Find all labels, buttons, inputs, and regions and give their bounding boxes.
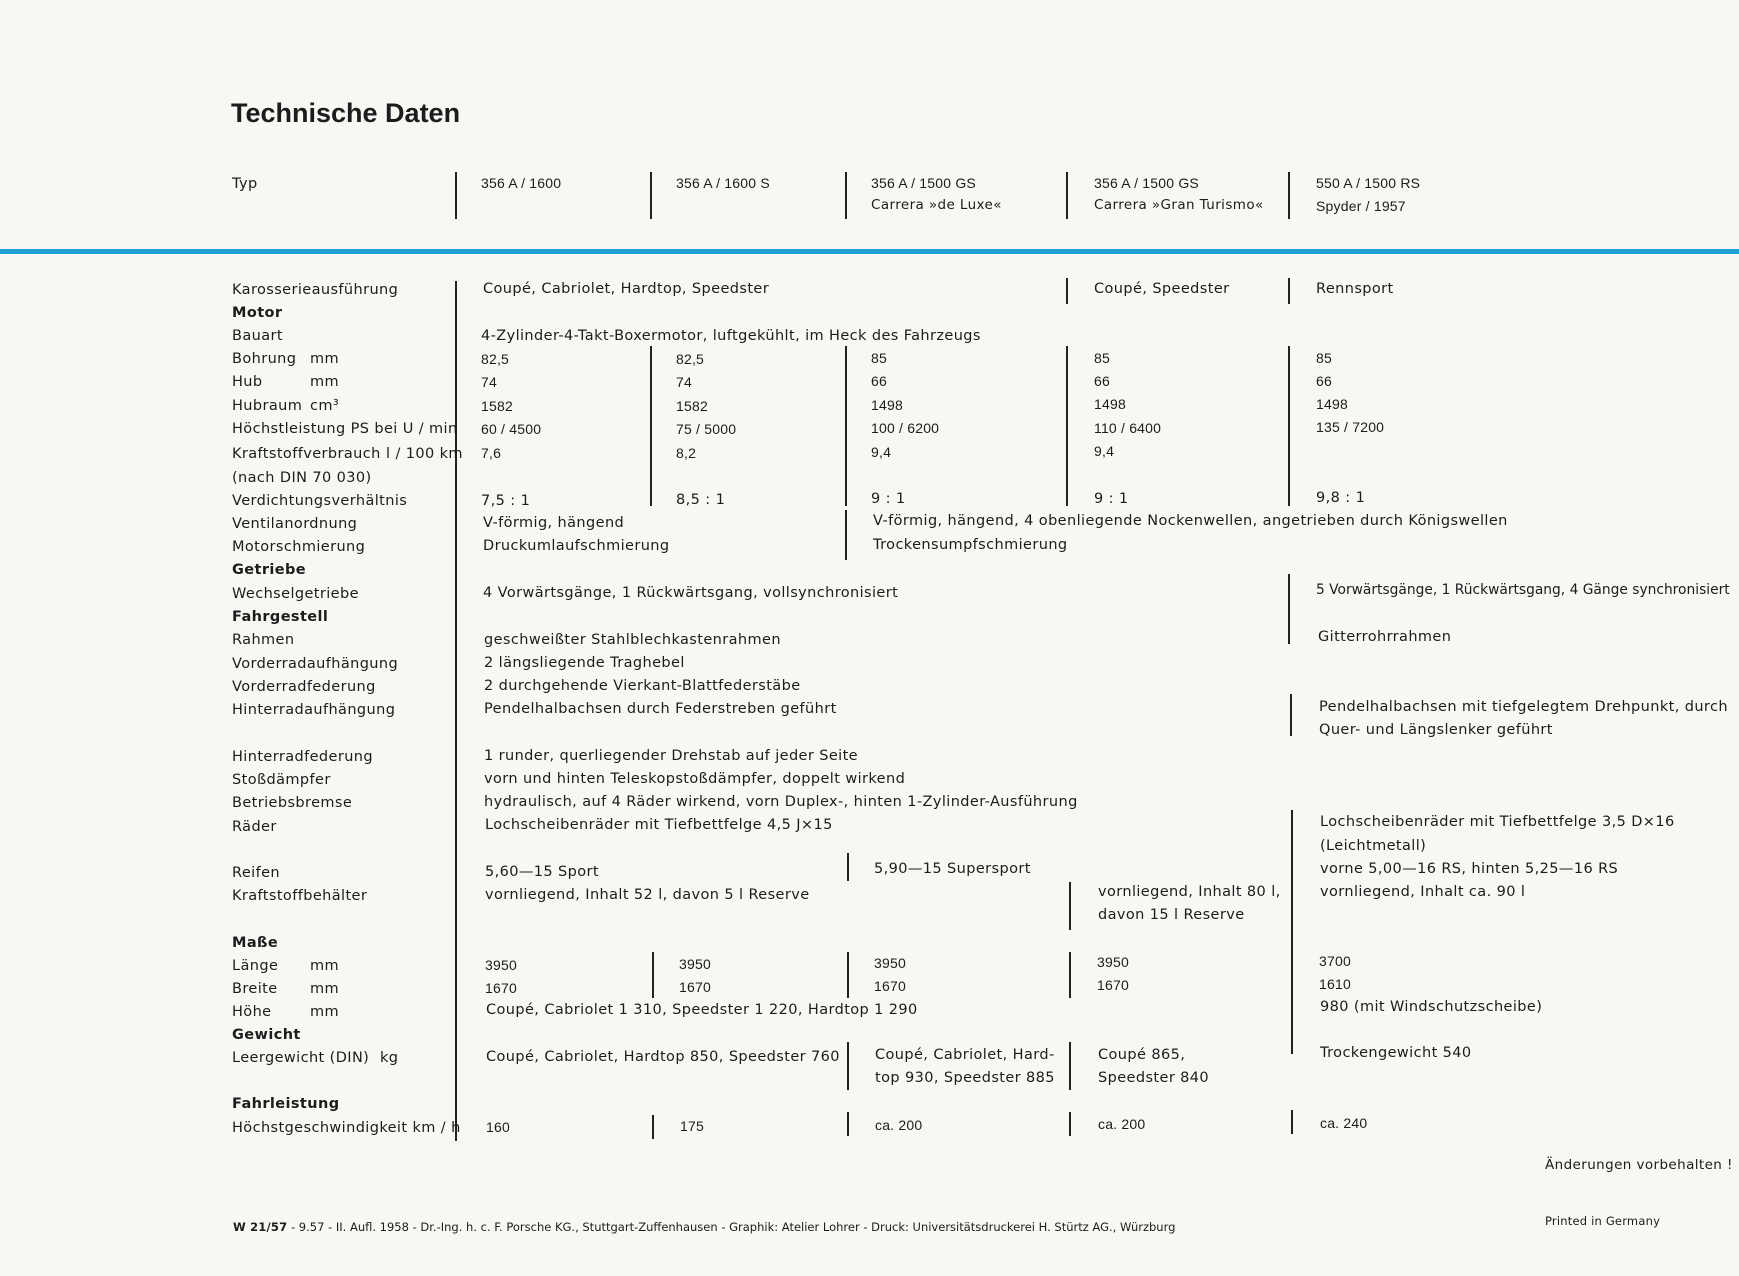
value-verbrauch-2: 8,2 [676,445,697,461]
header-divider [1066,172,1068,219]
cell-divider [847,1042,849,1090]
value-breite-4: 1670 [1097,977,1129,993]
cell-divider [1291,810,1293,1054]
value-hinterfeder: 1 runder, querliegender Drehstab auf jeder Seite [484,748,858,764]
cell-divider [1288,574,1290,644]
value-karosserie-5: Rennsport [1316,281,1394,297]
footer-code: W 21/57 [233,1220,288,1234]
value-stoss: vorn und hinten Teleskopstoßdämpfer, doppelt wirkend [484,771,906,787]
label-rahmen: Rahmen [232,632,295,648]
heading-masse: Maße [232,935,279,951]
cell-divider [1069,882,1071,930]
heading-getriebe: Getriebe [232,562,307,578]
value-raeder-5b: (Leichtmetall) [1320,838,1427,854]
label-vorderauf: Vorderradaufhängung [232,656,399,672]
cell-divider [1290,694,1292,736]
value-tank-5: vornliegend, Inhalt ca. 90 l [1320,884,1526,900]
cell-divider [847,853,849,881]
value-hinterauf-5a: Pendelhalbachsen mit tiefgelegtem Drehpunkt, durch [1319,699,1728,715]
value-karosserie-4: Coupé, Speedster [1094,281,1230,297]
value-laenge-4: 3950 [1097,954,1129,970]
value-hub-3: 66 [871,373,887,389]
label-vmax: Höchstgeschwindigkeit km / h [232,1120,461,1136]
value-tank-4b: davon 15 l Reserve [1098,907,1245,923]
value-vmax-4: ca. 200 [1098,1116,1146,1132]
value-wechsel-1: 4 Vorwärtsgänge, 1 Rückwärtsgang, vollsynchronisiert [483,585,899,601]
unit-mm: mm [310,351,340,367]
typ-label: Typ [232,176,258,192]
value-verdichtung-5: 9,8 : 1 [1316,490,1366,506]
heading-gewicht: Gewicht [232,1027,301,1043]
header-divider [650,172,652,219]
model-4-name: 356 A / 1500 GS [1094,175,1199,191]
value-tank-1: vornliegend, Inhalt 52 l, davon 5 l Reserve [485,887,810,903]
label-vorderfeder: Vorderradfederung [232,679,376,695]
value-verbrauch-4: 9,4 [1094,443,1115,459]
value-hinterauf-5b: Quer- und Längslenker geführt [1319,722,1553,738]
value-bauart: 4-Zylinder-4-Takt-Boxermotor, luftgekühlt, im Heck des Fahrzeugs [481,328,981,344]
model-3-subname: Carrera »de Luxe« [871,197,1002,213]
label-hubraum: Hubraum [232,398,303,414]
value-gewicht-3a: Coupé, Cabriolet, Hard- [875,1047,1055,1063]
heading-motor: Motor [232,305,283,321]
unit-mm: mm [310,981,340,997]
label-column-divider [455,281,457,1141]
unit-mm: mm [310,958,340,974]
cell-divider [1069,1042,1071,1090]
unit-mm: mm [310,374,340,390]
value-raeder-1: Lochscheibenräder mit Tiefbettfelge 4,5 J×15 [485,817,833,833]
value-breite-5: 1610 [1319,976,1351,992]
value-bremse: hydraulisch, auf 4 Räder wirkend, vorn Duplex-, hinten 1-Zylinder-Ausführung [484,794,1078,810]
value-wechsel-5: 5 Vorwärtsgänge, 1 Rückwärtsgang, 4 Gänge synchronisiert [1316,582,1730,598]
cell-divider [845,510,847,560]
heading-fahrleistung: Fahrleistung [232,1096,340,1112]
label-hoehe: Höhe [232,1004,272,1020]
value-hub-4: 66 [1094,373,1110,389]
value-verdichtung-3: 9 : 1 [871,491,906,507]
value-laenge-2: 3950 [679,956,711,972]
label-schmierung: Motorschmierung [232,539,366,555]
value-verdichtung-1: 7,5 : 1 [481,493,531,509]
value-verdichtung-2: 8,5 : 1 [676,492,726,508]
value-rahmen-5: Gitterrohrrahmen [1318,629,1452,645]
label-breite: Breite [232,981,278,997]
value-gewicht-1: Coupé, Cabriolet, Hardtop 850, Speedster 760 [486,1049,840,1065]
value-bohrung-4: 85 [1094,350,1110,366]
label-raeder: Räder [232,819,277,835]
model-2-name: 356 A / 1600 S [676,175,770,191]
value-raeder-5a: Lochscheibenräder mit Tiefbettfelge 3,5 D×16 [1320,814,1675,830]
value-hinterauf-1: Pendelhalbachsen durch Federstreben geführt [484,701,837,717]
cell-divider [847,1112,849,1136]
header-divider [1288,172,1290,219]
label-laenge: Länge [232,958,279,974]
cell-divider [652,1115,654,1139]
label-karosserie: Karosserieausführung [232,282,399,298]
value-hub-2: 74 [676,374,692,390]
label-reifen: Reifen [232,865,280,881]
label-bremse: Betriebsbremse [232,795,353,811]
value-laenge-5: 3700 [1319,953,1351,969]
value-hubraum-5: 1498 [1316,396,1348,412]
value-leistung-1: 60 / 4500 [481,421,542,437]
cell-divider [652,952,654,998]
label-din: (nach DIN 70 030) [232,470,372,486]
model-1-name: 356 A / 1600 [481,175,562,191]
value-gewicht-3b: top 930, Speedster 885 [875,1070,1055,1086]
cell-divider [1066,278,1068,304]
cell-divider [845,346,847,506]
label-hinterfeder: Hinterradfederung [232,749,373,765]
unit-mm: mm [310,1004,340,1020]
label-bohrung: Bohrung [232,351,297,367]
cell-divider [1288,278,1290,304]
unit-verbrauch: l / 100 km [386,446,463,462]
label-tank: Kraftstoffbehälter [232,888,368,904]
value-bohrung-3: 85 [871,350,887,366]
value-hubraum-4: 1498 [1094,396,1126,412]
value-schmierung-1: Druckumlaufschmierung [483,538,670,554]
model-4-subname: Carrera »Gran Turismo« [1094,197,1264,213]
value-karosserie-1: Coupé, Cabriolet, Hardtop, Speedster [483,281,770,297]
value-vmax-1: 160 [486,1119,510,1135]
value-laenge-1: 3950 [485,957,517,973]
value-reifen-5: vorne 5,00—16 RS, hinten 5,25—16 RS [1320,861,1619,877]
value-vorderauf: 2 längsliegende Traghebel [484,655,685,671]
blue-band [0,249,1739,254]
cell-divider [1288,346,1290,506]
value-hubraum-2: 1582 [676,398,708,414]
value-breite-3: 1670 [874,978,906,994]
value-bohrung-5: 85 [1316,350,1332,366]
label-leergewicht: Leergewicht (DIN) [232,1050,370,1066]
value-vmax-5: ca. 240 [1320,1115,1368,1131]
value-hubraum-1: 1582 [481,398,513,414]
value-leistung-2: 75 / 5000 [676,421,737,437]
value-hub-1: 74 [481,374,497,390]
unit-cm3: cm³ [310,398,340,414]
label-verdichtung: Verdichtungsverhältnis [232,493,408,509]
value-breite-2: 1670 [679,979,711,995]
value-bohrung-1: 82,5 [481,351,510,367]
changes-note: Änderungen vorbehalten ! [1545,1157,1733,1173]
value-vmax-2: 175 [680,1118,704,1134]
label-ventil: Ventilanordnung [232,516,358,532]
value-reifen-3: 5,90—15 Supersport [874,861,1031,877]
value-gewicht-5: Trockengewicht 540 [1320,1045,1472,1061]
value-reifen-1: 5,60—15 Sport [485,864,599,880]
value-breite-1: 1670 [485,980,517,996]
value-hoehe-1: Coupé, Cabriolet 1 310, Speedster 1 220, Hardtop 1 290 [486,1002,918,1018]
label-hoechstleistung: Höchstleistung PS bei U / min [232,421,458,437]
unit-kg: kg [380,1050,399,1066]
value-leistung-4: 110 / 6400 [1094,420,1162,436]
cell-divider [847,952,849,998]
page-title: Technische Daten [231,98,461,128]
value-rahmen-1: geschweißter Stahlblechkastenrahmen [484,632,781,648]
label-stoss: Stoßdämpfer [232,772,331,788]
cell-divider [1066,346,1068,506]
value-vmax-3: ca. 200 [875,1117,923,1133]
model-5-name: 550 A / 1500 RS [1316,175,1421,191]
value-ventil-1: V-förmig, hängend [483,515,625,531]
printed-in-germany: Printed in Germany [1545,1214,1661,1228]
value-hubraum-3: 1498 [871,397,903,413]
value-hoehe-5: 980 (mit Windschutzscheibe) [1320,999,1543,1015]
heading-fahrgestell: Fahrgestell [232,609,329,625]
value-hub-5: 66 [1316,373,1332,389]
header-divider [845,172,847,219]
value-tank-4a: vornliegend, Inhalt 80 l, [1098,884,1281,900]
value-verbrauch-1: 7,6 [481,445,502,461]
header-divider [455,172,457,219]
value-gewicht-4a: Coupé 865, [1098,1047,1186,1063]
value-bohrung-2: 82,5 [676,351,705,367]
label-hub: Hub [232,374,263,390]
label-verbrauch: Kraftstoffverbrauch [232,446,381,462]
cell-divider [1069,1112,1071,1136]
value-laenge-3: 3950 [874,955,906,971]
value-verdichtung-4: 9 : 1 [1094,491,1129,507]
value-ventil-3: V-förmig, hängend, 4 obenliegende Nockenwellen, angetrieben durch Königswellen [873,513,1508,529]
footer-imprint: - 9.57 - II. Aufl. 1958 - Dr.-Ing. h. c. F. Porsche KG., Stuttgart-Zuffenhausen - Graphik: Atelier Lohrer - Druck: Universitätsdruckerei H. Stürtz AG., Würzburg [291,1220,1176,1234]
value-verbrauch-3: 9,4 [871,444,892,460]
label-bauart: Bauart [232,328,283,344]
value-schmierung-3: Trockensumpfschmierung [873,537,1068,553]
model-3-name: 356 A / 1500 GS [871,175,976,191]
cell-divider [1069,952,1071,998]
label-hinterauf: Hinterradaufhängung [232,702,396,718]
cell-divider [650,346,652,506]
value-leistung-3: 100 / 6200 [871,420,940,436]
value-gewicht-4b: Speedster 840 [1098,1070,1210,1086]
cell-divider [1291,1110,1293,1134]
value-vorderfeder: 2 durchgehende Vierkant-Blattfederstäbe [484,678,801,694]
value-leistung-5: 135 / 7200 [1316,419,1385,435]
label-wechsel: Wechselgetriebe [232,586,359,602]
model-5-subname: Spyder / 1957 [1316,198,1406,214]
